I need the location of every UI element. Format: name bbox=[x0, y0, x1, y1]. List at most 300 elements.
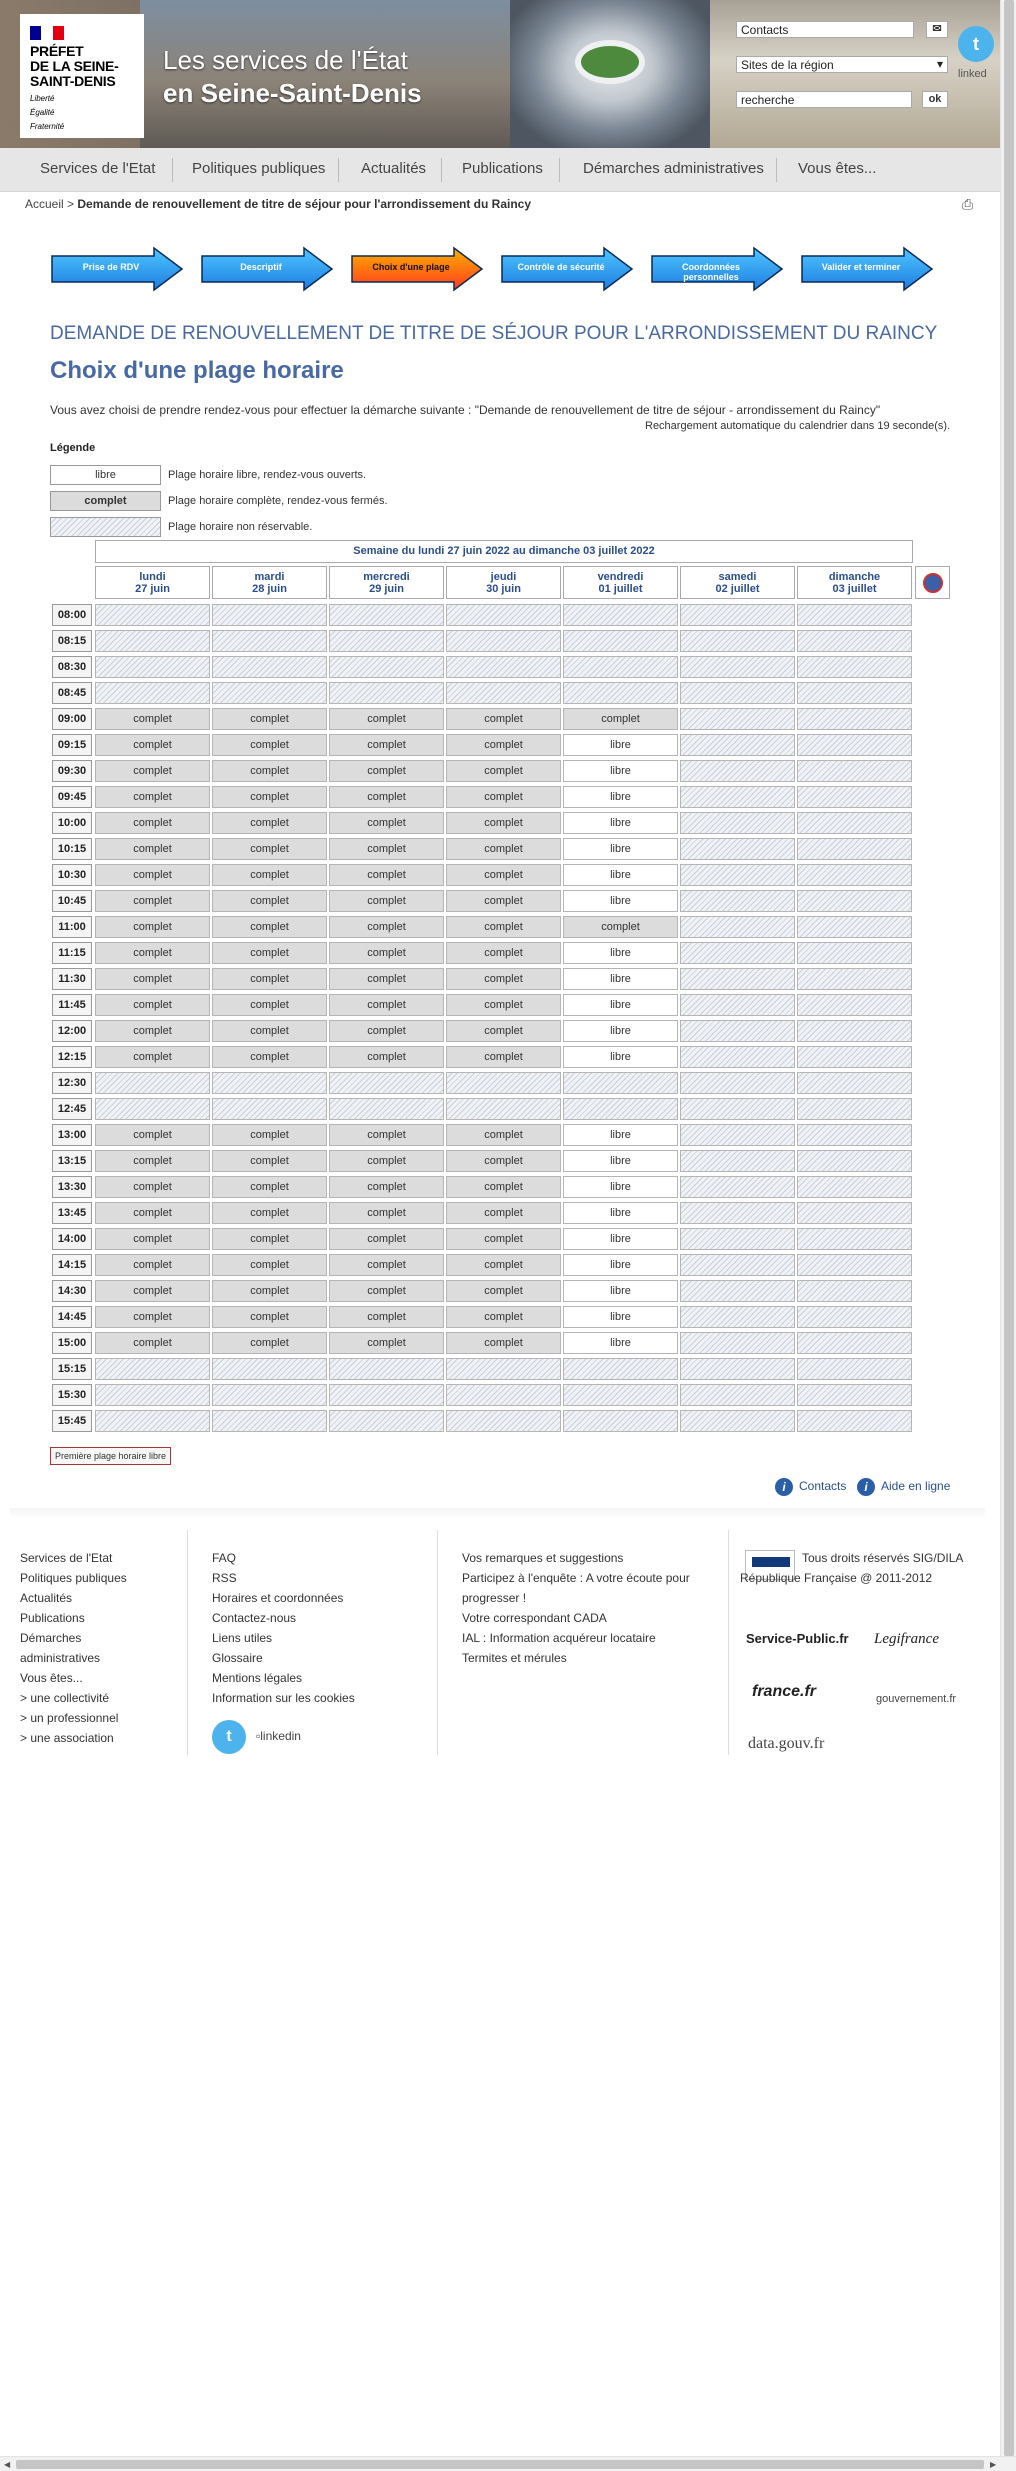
france-fr-logo[interactable]: france.fr bbox=[752, 1683, 817, 1700]
day-date: 29 juin bbox=[369, 583, 404, 595]
logo-line-2: DE LA SEINE- bbox=[30, 58, 119, 74]
slot-unavailable bbox=[797, 1254, 912, 1276]
slot-unavailable bbox=[680, 1358, 795, 1380]
step-label: Descriptif bbox=[240, 262, 282, 272]
slot-unavailable bbox=[446, 682, 561, 704]
time-slot-label: 11:00 bbox=[52, 916, 92, 938]
slot-unavailable bbox=[212, 682, 327, 704]
slot-complet: complet bbox=[212, 1124, 327, 1146]
logo-line-3: SAINT-DENIS bbox=[30, 73, 116, 89]
time-slot-label: 14:30 bbox=[52, 1280, 92, 1302]
slot-complet: complet bbox=[329, 1124, 444, 1146]
slot-unavailable bbox=[329, 1384, 444, 1406]
slot-unavailable bbox=[797, 1358, 912, 1380]
slot-unavailable bbox=[212, 630, 327, 652]
time-slot-label: 10:30 bbox=[52, 864, 92, 886]
first-free-slot-button[interactable]: Première plage horaire libre bbox=[50, 1447, 171, 1465]
time-slot-label: 11:15 bbox=[52, 942, 92, 964]
slot-complet: complet bbox=[563, 916, 678, 938]
slot-unavailable bbox=[446, 656, 561, 678]
slot-libre[interactable]: libre bbox=[563, 968, 678, 990]
slot-unavailable bbox=[680, 1332, 795, 1354]
slot-unavailable bbox=[797, 1124, 912, 1146]
time-slot-label: 12:00 bbox=[52, 1020, 92, 1042]
slot-unavailable bbox=[680, 1228, 795, 1250]
slot-complet: complet bbox=[329, 838, 444, 860]
legifrance-logo[interactable]: Legifrance bbox=[874, 1631, 939, 1647]
slot-unavailable bbox=[95, 1358, 210, 1380]
service-public-logo[interactable]: Service-Public.fr bbox=[746, 1631, 849, 1646]
footer-link[interactable]: Information sur les cookies bbox=[212, 1691, 355, 1705]
slot-unavailable bbox=[680, 890, 795, 912]
slot-unavailable bbox=[797, 656, 912, 678]
search-button[interactable]: ok bbox=[922, 91, 948, 108]
nav-demarches[interactable]: Démarches administratives bbox=[583, 160, 764, 177]
slot-unavailable bbox=[680, 1202, 795, 1224]
step-4[interactable] bbox=[500, 246, 634, 292]
slot-libre[interactable]: libre bbox=[563, 1046, 678, 1068]
slot-complet: complet bbox=[95, 1254, 210, 1276]
time-slot-label: 09:00 bbox=[52, 708, 92, 730]
slot-unavailable bbox=[797, 968, 912, 990]
slot-complet: complet bbox=[95, 1046, 210, 1068]
slot-complet: complet bbox=[446, 1306, 561, 1328]
step-3[interactable] bbox=[350, 246, 484, 292]
slot-complet: complet bbox=[95, 1124, 210, 1146]
horizontal-scrollbar-thumb[interactable] bbox=[16, 2460, 984, 2469]
slot-libre[interactable]: libre bbox=[563, 942, 678, 964]
slot-unavailable bbox=[329, 1410, 444, 1432]
footer-link[interactable]: > une association bbox=[20, 1731, 114, 1745]
slot-unavailable bbox=[797, 1306, 912, 1328]
slot-libre[interactable]: libre bbox=[563, 1254, 678, 1276]
step-label: Choix d'une plage bbox=[372, 262, 450, 272]
slot-unavailable bbox=[680, 630, 795, 652]
time-slot-label: 12:45 bbox=[52, 1098, 92, 1120]
slot-complet: complet bbox=[446, 1150, 561, 1172]
slot-unavailable bbox=[797, 1072, 912, 1094]
slot-unavailable bbox=[680, 1280, 795, 1302]
slot-unavailable bbox=[680, 942, 795, 964]
slot-unavailable bbox=[797, 1332, 912, 1354]
slot-unavailable bbox=[797, 630, 912, 652]
time-slot-label: 09:30 bbox=[52, 760, 92, 782]
slot-complet: complet bbox=[446, 890, 561, 912]
slot-libre[interactable]: libre bbox=[563, 864, 678, 886]
day-name: mercredi bbox=[363, 571, 410, 583]
footer-divider bbox=[437, 1530, 438, 1755]
slot-libre[interactable]: libre bbox=[563, 786, 678, 808]
slot-complet: complet bbox=[329, 994, 444, 1016]
slot-complet: complet bbox=[446, 916, 561, 938]
twitter-icon[interactable]: t bbox=[958, 26, 994, 62]
slot-libre[interactable]: libre bbox=[563, 1124, 678, 1146]
slot-unavailable bbox=[95, 1384, 210, 1406]
slot-complet: complet bbox=[95, 1020, 210, 1042]
nav-services-etat[interactable]: Services de l'Etat bbox=[40, 160, 156, 177]
slot-unavailable bbox=[446, 1384, 561, 1406]
slot-complet: complet bbox=[329, 786, 444, 808]
slot-unavailable bbox=[797, 838, 912, 860]
slot-complet: complet bbox=[446, 1202, 561, 1224]
slot-complet: complet bbox=[446, 942, 561, 964]
slot-unavailable bbox=[446, 604, 561, 626]
contacts-select[interactable]: Contacts bbox=[736, 21, 914, 38]
time-slot-label: 09:15 bbox=[52, 734, 92, 756]
legend-box-unavailable bbox=[50, 517, 161, 537]
step-1[interactable] bbox=[50, 246, 184, 292]
time-slot-label: 08:30 bbox=[52, 656, 92, 678]
slot-complet: complet bbox=[212, 734, 327, 756]
slot-unavailable bbox=[680, 656, 795, 678]
nav-divider bbox=[172, 158, 173, 182]
time-slot-label: 10:00 bbox=[52, 812, 92, 834]
info-icon: i bbox=[857, 1478, 875, 1496]
slot-complet: complet bbox=[95, 864, 210, 886]
day-name: mardi bbox=[254, 571, 285, 583]
slot-unavailable bbox=[680, 734, 795, 756]
logo-motto-2: Égalité bbox=[30, 108, 55, 117]
slot-unavailable bbox=[680, 1124, 795, 1146]
slot-unavailable bbox=[797, 1176, 912, 1198]
step-label: Valider et terminer bbox=[821, 262, 901, 272]
contacts-link[interactable] bbox=[775, 1478, 846, 1496]
slot-unavailable bbox=[680, 1020, 795, 1042]
slot-complet: complet bbox=[329, 1332, 444, 1354]
mail-icon[interactable]: ✉ bbox=[926, 21, 948, 38]
slot-complet: complet bbox=[212, 786, 327, 808]
slot-complet: complet bbox=[329, 1306, 444, 1328]
scroll-right-arrow-icon[interactable]: ▶ bbox=[990, 2460, 997, 2469]
reload-countdown: Rechargement automatique du calendrier dans 19 seconde(s). bbox=[645, 420, 951, 432]
breadcrumb-current: Demande de renouvellement de titre de séjour pour l'arrondissement du Raincy bbox=[77, 197, 532, 211]
site-header bbox=[0, 0, 1000, 148]
time-slot-label: 14:45 bbox=[52, 1306, 92, 1328]
nav-publications[interactable]: Publications bbox=[462, 160, 543, 177]
slot-complet: complet bbox=[329, 942, 444, 964]
footer-link[interactable]: Termites et mérules bbox=[462, 1651, 567, 1665]
slot-complet: complet bbox=[95, 1228, 210, 1250]
day-header-lundi bbox=[95, 566, 210, 599]
slot-libre[interactable]: libre bbox=[563, 890, 678, 912]
slot-complet: complet bbox=[212, 994, 327, 1016]
slot-complet: complet bbox=[446, 1280, 561, 1302]
prefecture-logo[interactable] bbox=[20, 14, 144, 138]
footer-link[interactable]: Vos remarques et suggestions bbox=[462, 1551, 624, 1565]
online-help-link[interactable] bbox=[857, 1478, 950, 1496]
slot-complet: complet bbox=[329, 1046, 444, 1068]
data-gouv-logo[interactable]: data.gouv.fr bbox=[748, 1735, 825, 1752]
step-2[interactable] bbox=[200, 246, 334, 292]
slot-complet: complet bbox=[329, 890, 444, 912]
slot-complet: complet bbox=[563, 708, 678, 730]
step-label: Coordonnées personnelles bbox=[681, 262, 740, 282]
slot-libre[interactable]: libre bbox=[563, 1228, 678, 1250]
step-label: Prise de RDV bbox=[82, 262, 140, 272]
day-date: 01 juillet bbox=[598, 583, 643, 595]
time-slot-label: 11:30 bbox=[52, 968, 92, 990]
slot-complet: complet bbox=[329, 1228, 444, 1250]
slot-complet: complet bbox=[329, 1150, 444, 1172]
slot-complet: complet bbox=[212, 1254, 327, 1276]
slot-complet: complet bbox=[95, 786, 210, 808]
slot-unavailable bbox=[680, 1098, 795, 1120]
info-icon: i bbox=[775, 1478, 793, 1496]
footer-link[interactable]: Participez à l'enquête : A votre écoute pour bbox=[462, 1571, 690, 1585]
slot-complet: complet bbox=[329, 1254, 444, 1276]
slot-unavailable bbox=[797, 942, 912, 964]
slot-complet: complet bbox=[95, 734, 210, 756]
time-slot-label: 12:15 bbox=[52, 1046, 92, 1068]
footer-link[interactable]: progresser ! bbox=[462, 1591, 527, 1605]
slot-complet: complet bbox=[212, 890, 327, 912]
footer-linkedin-icon[interactable]: ▫linkedin bbox=[256, 1729, 301, 1743]
footer-link[interactable]: Mentions légales bbox=[212, 1671, 303, 1685]
slot-libre[interactable]: libre bbox=[563, 812, 678, 834]
slot-unavailable bbox=[680, 760, 795, 782]
day-header-dimanche bbox=[797, 566, 912, 599]
calendar-next-week-icon[interactable] bbox=[915, 566, 950, 599]
slot-unavailable bbox=[797, 760, 912, 782]
slot-unavailable bbox=[329, 682, 444, 704]
slot-complet: complet bbox=[446, 1228, 561, 1250]
footer-link[interactable]: Politiques publiques bbox=[20, 1571, 127, 1585]
slot-unavailable bbox=[680, 1176, 795, 1198]
chevron-down-icon: ▾ bbox=[936, 57, 943, 71]
slot-unavailable bbox=[680, 1384, 795, 1406]
slot-unavailable bbox=[329, 630, 444, 652]
site-title-line1: Les services de l'État bbox=[163, 45, 408, 75]
breadcrumb-home[interactable]: Accueil bbox=[25, 197, 64, 211]
vertical-scrollbar-thumb[interactable] bbox=[1004, 0, 1014, 2456]
slot-unavailable bbox=[95, 1098, 210, 1120]
footer-link[interactable]: Vous êtes... bbox=[20, 1671, 83, 1685]
legend-box-complet: complet bbox=[50, 491, 161, 511]
slot-unavailable bbox=[797, 812, 912, 834]
slot-unavailable bbox=[212, 1358, 327, 1380]
intro-text: Vous avez choisi de prendre rendez-vous pour effectuer la démarche suivante : "Demande de renouvellement de titre de séjour - arrondissement du Raincy" bbox=[50, 403, 881, 417]
slot-complet: complet bbox=[212, 1280, 327, 1302]
region-select[interactable] bbox=[736, 56, 948, 73]
main-nav bbox=[0, 148, 1000, 192]
footer-divider bbox=[187, 1530, 188, 1755]
slot-complet: complet bbox=[329, 760, 444, 782]
slot-libre[interactable]: libre bbox=[563, 994, 678, 1016]
slot-unavailable bbox=[212, 1384, 327, 1406]
footer-link[interactable]: Démarches bbox=[20, 1631, 82, 1645]
slot-unavailable bbox=[680, 786, 795, 808]
footer-rights: Tous droits réservés SIG/DILA République Française @ 2011-2012 bbox=[740, 1551, 963, 1585]
slot-libre[interactable]: libre bbox=[563, 1020, 678, 1042]
slot-unavailable bbox=[797, 604, 912, 626]
slot-complet: complet bbox=[446, 734, 561, 756]
footer-link[interactable]: > un professionnel bbox=[20, 1711, 119, 1725]
slot-complet: complet bbox=[446, 1176, 561, 1198]
header-photo-stadium bbox=[510, 0, 710, 148]
slot-complet: complet bbox=[95, 1150, 210, 1172]
time-slot-label: 15:45 bbox=[52, 1410, 92, 1432]
site-title[interactable] bbox=[163, 44, 422, 110]
slot-unavailable bbox=[329, 1072, 444, 1094]
breadcrumb-sep: > bbox=[67, 197, 75, 211]
footer-col-nav bbox=[20, 1548, 127, 1748]
slot-libre[interactable]: libre bbox=[563, 734, 678, 756]
footer-link[interactable]: Actualités bbox=[20, 1591, 73, 1605]
slot-complet: complet bbox=[212, 1020, 327, 1042]
step-6[interactable] bbox=[800, 246, 934, 292]
time-slot-label: 08:00 bbox=[52, 604, 92, 626]
slot-unavailable bbox=[797, 708, 912, 730]
day-header-jeudi bbox=[446, 566, 561, 599]
slot-complet: complet bbox=[446, 864, 561, 886]
footer-link[interactable]: Publications bbox=[20, 1611, 85, 1625]
slot-complet: complet bbox=[212, 838, 327, 860]
slot-complet: complet bbox=[212, 760, 327, 782]
nav-vous-etes[interactable]: Vous êtes... bbox=[798, 160, 877, 177]
legend-title: Légende bbox=[50, 442, 96, 454]
slot-unavailable bbox=[680, 864, 795, 886]
slot-complet: complet bbox=[212, 864, 327, 886]
day-date: 02 juillet bbox=[715, 583, 760, 595]
slot-unavailable bbox=[797, 734, 912, 756]
slot-libre[interactable]: libre bbox=[563, 760, 678, 782]
slot-unavailable bbox=[797, 1046, 912, 1068]
slot-complet: complet bbox=[95, 838, 210, 860]
footer-link[interactable]: Liens utiles bbox=[212, 1631, 273, 1645]
step-5[interactable] bbox=[650, 246, 784, 292]
footer-link[interactable]: Glossaire bbox=[212, 1651, 263, 1665]
slot-unavailable bbox=[563, 604, 678, 626]
slot-unavailable bbox=[797, 1020, 912, 1042]
slot-complet: complet bbox=[329, 708, 444, 730]
slot-libre[interactable]: libre bbox=[563, 838, 678, 860]
nav-actualites[interactable]: Actualités bbox=[361, 160, 427, 177]
day-header-vendredi bbox=[563, 566, 678, 599]
time-slot-label: 15:15 bbox=[52, 1358, 92, 1380]
day-name: vendredi bbox=[597, 571, 644, 583]
slot-complet: complet bbox=[212, 1150, 327, 1172]
print-icon[interactable]: ⎙ bbox=[962, 196, 974, 212]
time-slot-label: 14:00 bbox=[52, 1228, 92, 1250]
slot-complet: complet bbox=[329, 812, 444, 834]
slot-unavailable bbox=[797, 1150, 912, 1172]
search-input[interactable]: recherche bbox=[736, 91, 912, 108]
day-date: 03 juillet bbox=[832, 583, 877, 595]
slot-unavailable bbox=[446, 1098, 561, 1120]
footer-link[interactable]: Contactez-nous bbox=[212, 1611, 297, 1625]
legend-text-complet: Plage horaire complète, rendez-vous fermés. bbox=[168, 495, 388, 507]
slot-complet: complet bbox=[446, 812, 561, 834]
footer-twitter-icon[interactable]: t bbox=[212, 1720, 246, 1754]
day-date: 28 juin bbox=[252, 583, 287, 595]
slot-complet: complet bbox=[329, 1020, 444, 1042]
footer-link[interactable]: RSS bbox=[212, 1571, 237, 1585]
footer-link[interactable]: IAL : Information acquéreur locataire bbox=[462, 1631, 656, 1645]
slot-complet: complet bbox=[329, 1176, 444, 1198]
horizontal-scrollbar[interactable] bbox=[0, 2456, 1016, 2471]
scroll-left-arrow-icon[interactable]: ◀ bbox=[4, 2460, 11, 2469]
nav-divider bbox=[441, 158, 442, 182]
linkedin-icon[interactable]: linked bbox=[958, 68, 987, 80]
slot-unavailable bbox=[212, 656, 327, 678]
footer-link[interactable]: administratives bbox=[20, 1651, 101, 1665]
slot-unavailable bbox=[95, 682, 210, 704]
slot-unavailable bbox=[680, 1410, 795, 1432]
footer-shadow bbox=[10, 1508, 985, 1518]
slot-complet: complet bbox=[95, 760, 210, 782]
slot-unavailable bbox=[446, 1358, 561, 1380]
slot-unavailable bbox=[563, 1384, 678, 1406]
time-slot-label: 15:30 bbox=[52, 1384, 92, 1406]
slot-unavailable bbox=[563, 656, 678, 678]
slot-complet: complet bbox=[95, 890, 210, 912]
footer-link[interactable]: Votre correspondant CADA bbox=[462, 1611, 607, 1625]
slot-unavailable bbox=[563, 1358, 678, 1380]
footer-divider bbox=[728, 1530, 729, 1755]
slot-unavailable bbox=[797, 682, 912, 704]
slot-complet: complet bbox=[446, 1046, 561, 1068]
slot-libre[interactable]: libre bbox=[563, 1280, 678, 1302]
week-label: Semaine du lundi 27 juin 2022 au dimanche 03 juillet 2022 bbox=[95, 540, 913, 563]
footer-link[interactable]: FAQ bbox=[212, 1551, 237, 1565]
slot-libre[interactable]: libre bbox=[563, 1176, 678, 1198]
slot-complet: complet bbox=[212, 812, 327, 834]
gouvernement-fr-logo[interactable]: gouvernement.fr bbox=[876, 1693, 957, 1705]
legend-text-unavailable: Plage horaire non réservable. bbox=[168, 521, 313, 533]
slot-complet: complet bbox=[329, 864, 444, 886]
time-slot-label: 10:15 bbox=[52, 838, 92, 860]
slot-unavailable bbox=[329, 1098, 444, 1120]
slot-unavailable bbox=[446, 1410, 561, 1432]
nav-divider bbox=[338, 158, 339, 182]
legend-text-libre: Plage horaire libre, rendez-vous ouverts. bbox=[168, 469, 367, 481]
slot-libre[interactable]: libre bbox=[563, 1150, 678, 1172]
slot-complet: complet bbox=[446, 1020, 561, 1042]
day-header-mercredi bbox=[329, 566, 444, 599]
slot-unavailable bbox=[329, 656, 444, 678]
vertical-scrollbar[interactable] bbox=[1000, 0, 1016, 2456]
logo-line-1: PRÉFET bbox=[30, 43, 84, 59]
slot-libre[interactable]: libre bbox=[563, 1202, 678, 1224]
footer-col-feedback bbox=[462, 1548, 690, 1668]
slot-unavailable bbox=[95, 656, 210, 678]
slot-libre[interactable]: libre bbox=[563, 1306, 678, 1328]
slot-complet: complet bbox=[446, 708, 561, 730]
step-label: Contrôle de sécurité bbox=[517, 262, 605, 272]
slot-unavailable bbox=[212, 604, 327, 626]
slot-unavailable bbox=[680, 682, 795, 704]
slot-libre[interactable]: libre bbox=[563, 1332, 678, 1354]
slot-complet: complet bbox=[95, 1176, 210, 1198]
footer-link[interactable]: Horaires et coordonnées bbox=[212, 1591, 344, 1605]
footer-link[interactable]: > une collectivité bbox=[20, 1691, 110, 1705]
slot-unavailable bbox=[797, 1280, 912, 1302]
day-name: lundi bbox=[139, 571, 166, 583]
slot-unavailable bbox=[212, 1072, 327, 1094]
nav-politiques-publiques[interactable]: Politiques publiques bbox=[192, 160, 326, 177]
logo-motto-3: Fraternité bbox=[30, 122, 65, 131]
slot-unavailable bbox=[563, 630, 678, 652]
slot-unavailable bbox=[797, 1410, 912, 1432]
slot-complet: complet bbox=[95, 1332, 210, 1354]
slot-complet: complet bbox=[446, 1124, 561, 1146]
slot-unavailable bbox=[446, 1072, 561, 1094]
slot-unavailable bbox=[797, 994, 912, 1016]
slot-complet: complet bbox=[95, 916, 210, 938]
slot-unavailable bbox=[446, 630, 561, 652]
slot-complet: complet bbox=[95, 1202, 210, 1224]
footer-link[interactable]: Services de l'Etat bbox=[20, 1551, 113, 1565]
